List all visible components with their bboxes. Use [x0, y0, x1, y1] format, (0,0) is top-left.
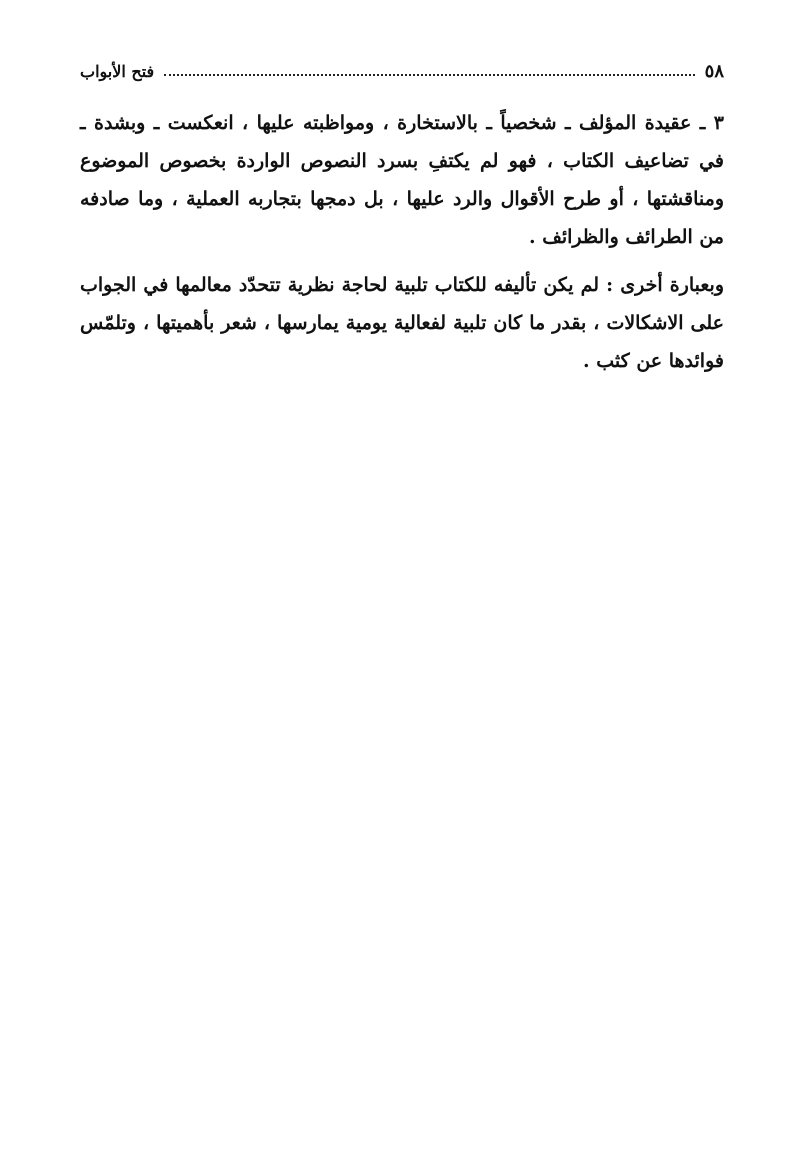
- page-number: ٥٨: [704, 60, 724, 82]
- paragraph-1: ٣ ـ عقيدة المؤلف ـ شخصياً ـ بالاستخارة ، ومواظبته عليها ، انعكست ـ وبشدة ـ في تضاعيف الكتاب ، فهو لم يكتفِ بسرد النصوص الواردة بخصوص الموضوع ومناقشتها ، أو طرح الأقوال والرد عليها ، بل دمجها بتجاربه العملية ، وما صادفه من الطرائف والظرائف .: [80, 112, 724, 248]
- main-text: [80, 104, 724, 380]
- dot-leader: [164, 74, 694, 76]
- chapter-title: فتح الأبواب: [80, 61, 155, 81]
- paragraph-2: وبعبارة أخرى : لم يكن تأليفه للكتاب تلبية لحاجة نظرية تتحدّد معالمها في الجواب على الاشكالات ، بقدر ما كان تلبية لفعالية يومية يمارسها ، شعر بأهميتها ، وتلمّس فوائدها عن كثب .: [80, 274, 724, 372]
- running-header: [80, 54, 724, 88]
